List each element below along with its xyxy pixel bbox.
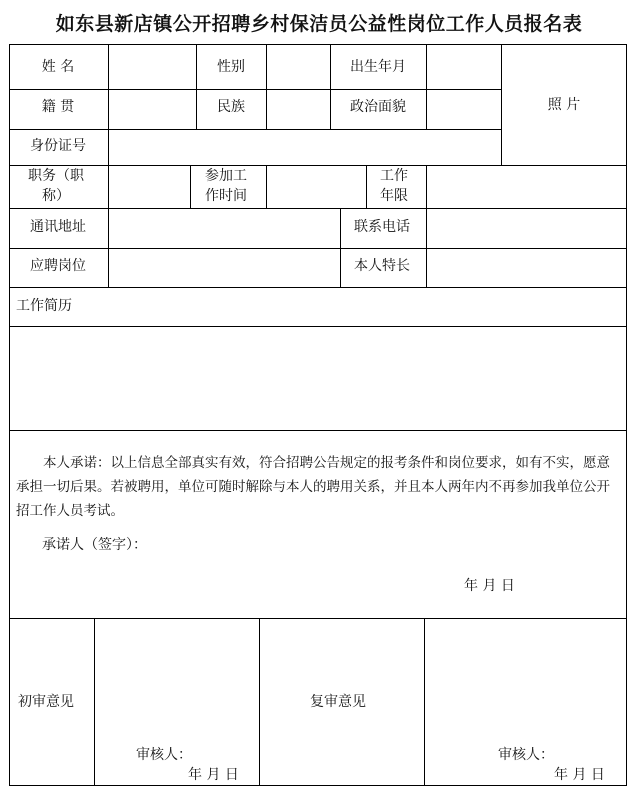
row-line-2 xyxy=(10,129,501,130)
col-line-rev-b xyxy=(259,618,260,785)
col-line-r4b xyxy=(190,165,191,208)
label-work-years-line2: 年限 xyxy=(380,188,408,204)
pledge-text: 本人承诺：以上信息全部真实有效，符合招聘公告规定的报考条件和岗位要求，如有不实，愿意承担一切后果。若被聘用，单位可随时解除与本人的聘用关系，并且本人两年内不再参加我单位公开招工作人员考试。 xyxy=(16,455,610,519)
label-second-review: 复审意见 xyxy=(310,694,366,710)
col-line-id xyxy=(108,129,109,165)
col-line-a xyxy=(108,45,109,129)
label-work-start-line2: 作时间 xyxy=(205,188,247,204)
label-birth: 出生年月 xyxy=(350,59,406,75)
label-work-years-line1: 工作 xyxy=(380,168,408,184)
pledge-date: 年 月 日 xyxy=(464,578,515,594)
label-ethnicity: 民族 xyxy=(217,99,245,115)
label-position-title-line2: 称） xyxy=(42,188,70,204)
row-line-4 xyxy=(10,208,626,209)
row-line-8 xyxy=(10,430,626,431)
col-line-rev-c xyxy=(424,618,425,785)
col-line-r56a xyxy=(108,208,109,287)
row-line-9 xyxy=(10,618,626,619)
col-line-r4d xyxy=(366,165,367,208)
label-position-title-line1: 职务（职 xyxy=(28,168,84,184)
reviewer-1: 审核人： xyxy=(136,747,192,763)
label-work-start-line1: 参加工 xyxy=(205,168,247,184)
review-date-2: 年 月 日 xyxy=(554,767,605,783)
label-id-number: 身份证号 xyxy=(30,138,86,154)
col-line-r56c xyxy=(426,208,427,287)
col-line-rev-a xyxy=(94,618,95,785)
label-phone: 联系电话 xyxy=(354,219,410,235)
label-applied-post: 应聘岗位 xyxy=(30,258,86,274)
row-line-7 xyxy=(10,326,626,327)
col-line-r4e xyxy=(426,165,427,208)
col-line-r4c xyxy=(266,165,267,208)
label-first-review: 初审意见 xyxy=(18,694,74,710)
label-specialty: 本人特长 xyxy=(354,258,410,274)
label-name: 姓 名 xyxy=(41,59,75,75)
row-line-5 xyxy=(10,248,626,249)
label-political-status: 政治面貌 xyxy=(350,99,406,115)
col-line-c xyxy=(266,45,267,129)
form-title: 如东县新店镇公开招聘乡村保洁员公益性岗位工作人员报名表 xyxy=(55,13,583,35)
row-line-3 xyxy=(10,165,626,166)
review-date-1: 年 月 日 xyxy=(188,767,239,783)
pledge-signer: 承诺人（签字）： xyxy=(42,537,147,553)
col-line-e xyxy=(426,45,427,129)
row-line-6 xyxy=(10,287,626,288)
label-native-place: 籍 贯 xyxy=(41,99,75,115)
label-address: 通讯地址 xyxy=(30,219,86,235)
label-photo: 照 片 xyxy=(547,97,581,113)
row-line-1 xyxy=(10,89,501,90)
col-line-r4a xyxy=(108,165,109,208)
label-resume: 工作简历 xyxy=(16,298,72,314)
label-gender: 性别 xyxy=(217,59,245,75)
reviewer-2: 审核人： xyxy=(498,747,554,763)
